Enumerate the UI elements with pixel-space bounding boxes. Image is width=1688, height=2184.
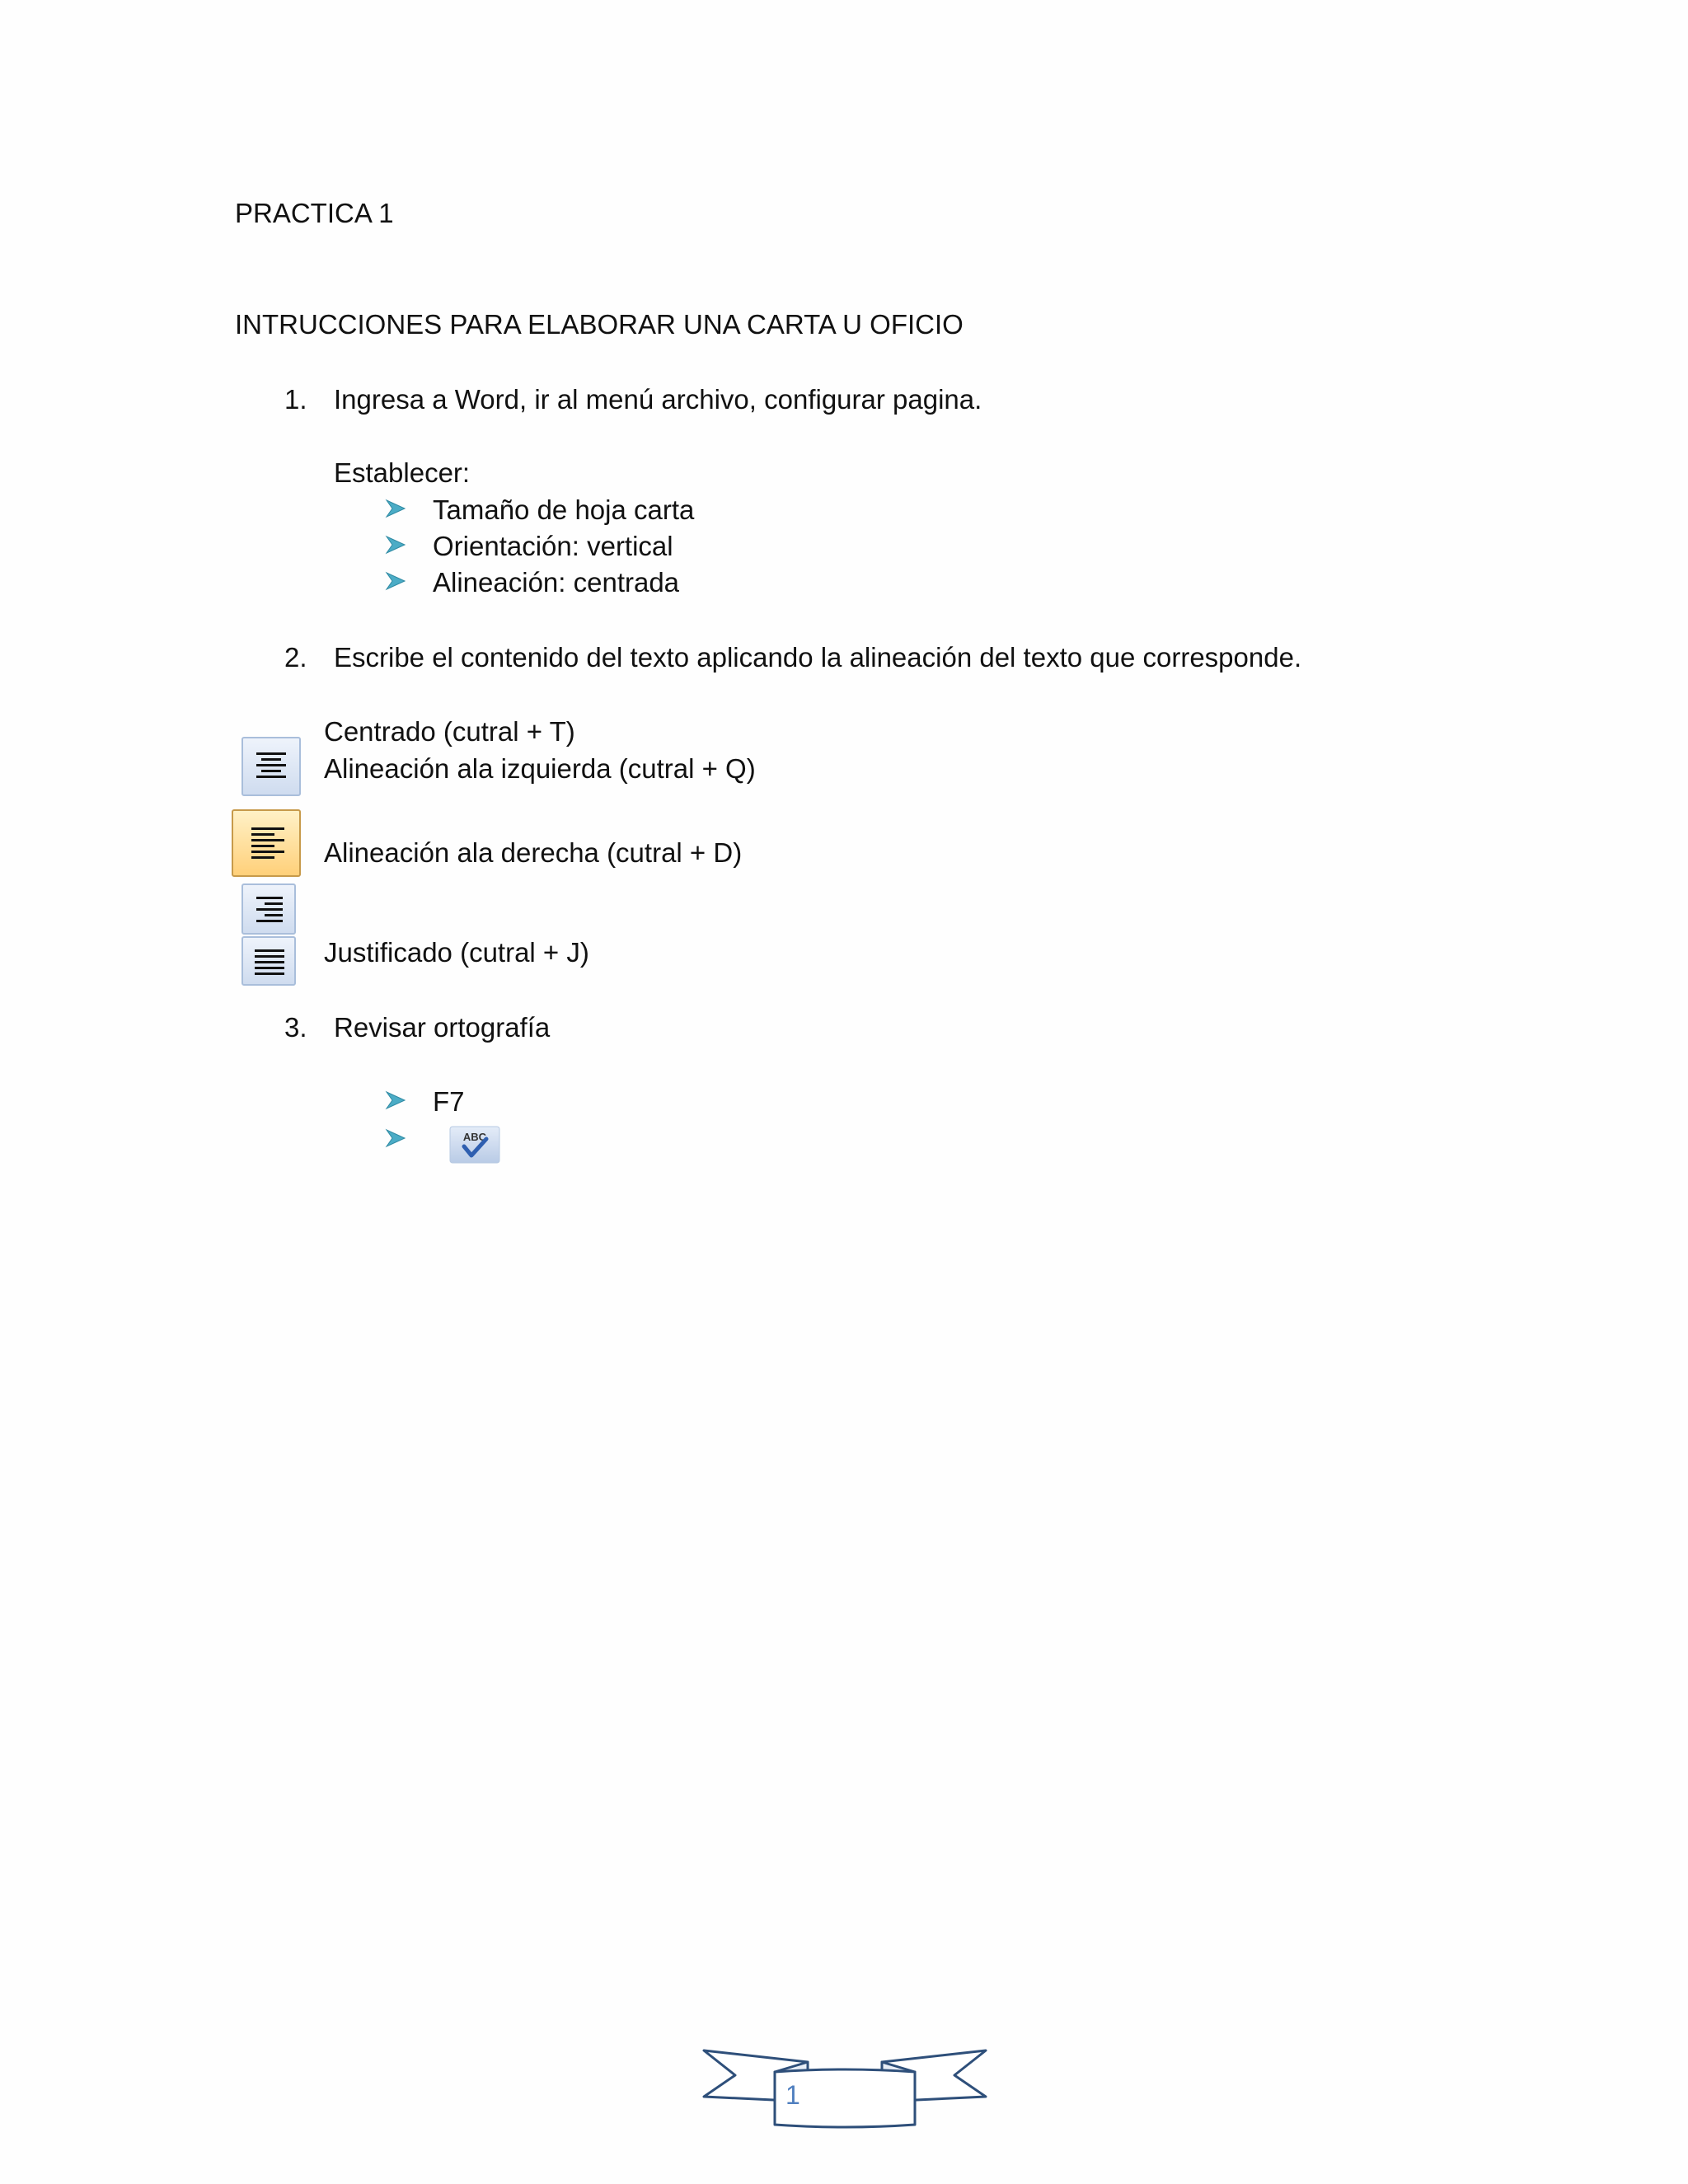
- setup-heading: Establecer:: [334, 457, 471, 488]
- alignment-label: Alineación ala izquierda (cutral + Q): [324, 753, 756, 784]
- step-text: Ingresa a Word, ir al menú archivo, configurar pagina.: [334, 384, 982, 415]
- setup-bullet: Tamaño de hoja carta: [433, 494, 695, 525]
- svg-text:ABC: ABC: [462, 1131, 487, 1143]
- bullet-arrow-icon: [385, 1090, 406, 1111]
- bullet-arrow-icon: [385, 570, 406, 592]
- alignment-label: Alineación ala derecha (cutral + D): [324, 837, 743, 868]
- align-right-icon: [241, 883, 296, 935]
- step-number: 2.: [284, 642, 307, 673]
- bullet-arrow-icon: [385, 1127, 406, 1149]
- align-justify-icon: [241, 936, 296, 986]
- bullet-arrow-icon: [385, 534, 406, 555]
- setup-bullet: Orientación: vertical: [433, 531, 673, 561]
- step-text: Revisar ortografía: [334, 1012, 551, 1043]
- page-number: 1: [785, 2080, 800, 2110]
- spell-check-icon: [449, 1126, 500, 1164]
- step-number: 3.: [284, 1012, 307, 1043]
- step-text: Escribe el contenido del texto aplicando la alineación del texto que corresponde.: [334, 642, 1302, 673]
- document-subtitle: INTRUCCIONES PARA ELABORAR UNA CARTA U OFICIO: [235, 309, 964, 340]
- bullet-arrow-icon: [385, 498, 406, 519]
- align-left-icon: [232, 809, 301, 877]
- alignment-label: Justificado (cutral + J): [324, 937, 589, 968]
- spelling-bullet: F7: [433, 1086, 465, 1117]
- document-title: PRACTICA 1: [235, 198, 394, 228]
- alignment-label: Centrado (cutral + T): [324, 716, 575, 747]
- align-center-icon: [241, 737, 301, 796]
- step-number: 1.: [284, 384, 307, 415]
- setup-bullet: Alineación: centrada: [433, 567, 680, 598]
- page-number-banner: [701, 2042, 989, 2133]
